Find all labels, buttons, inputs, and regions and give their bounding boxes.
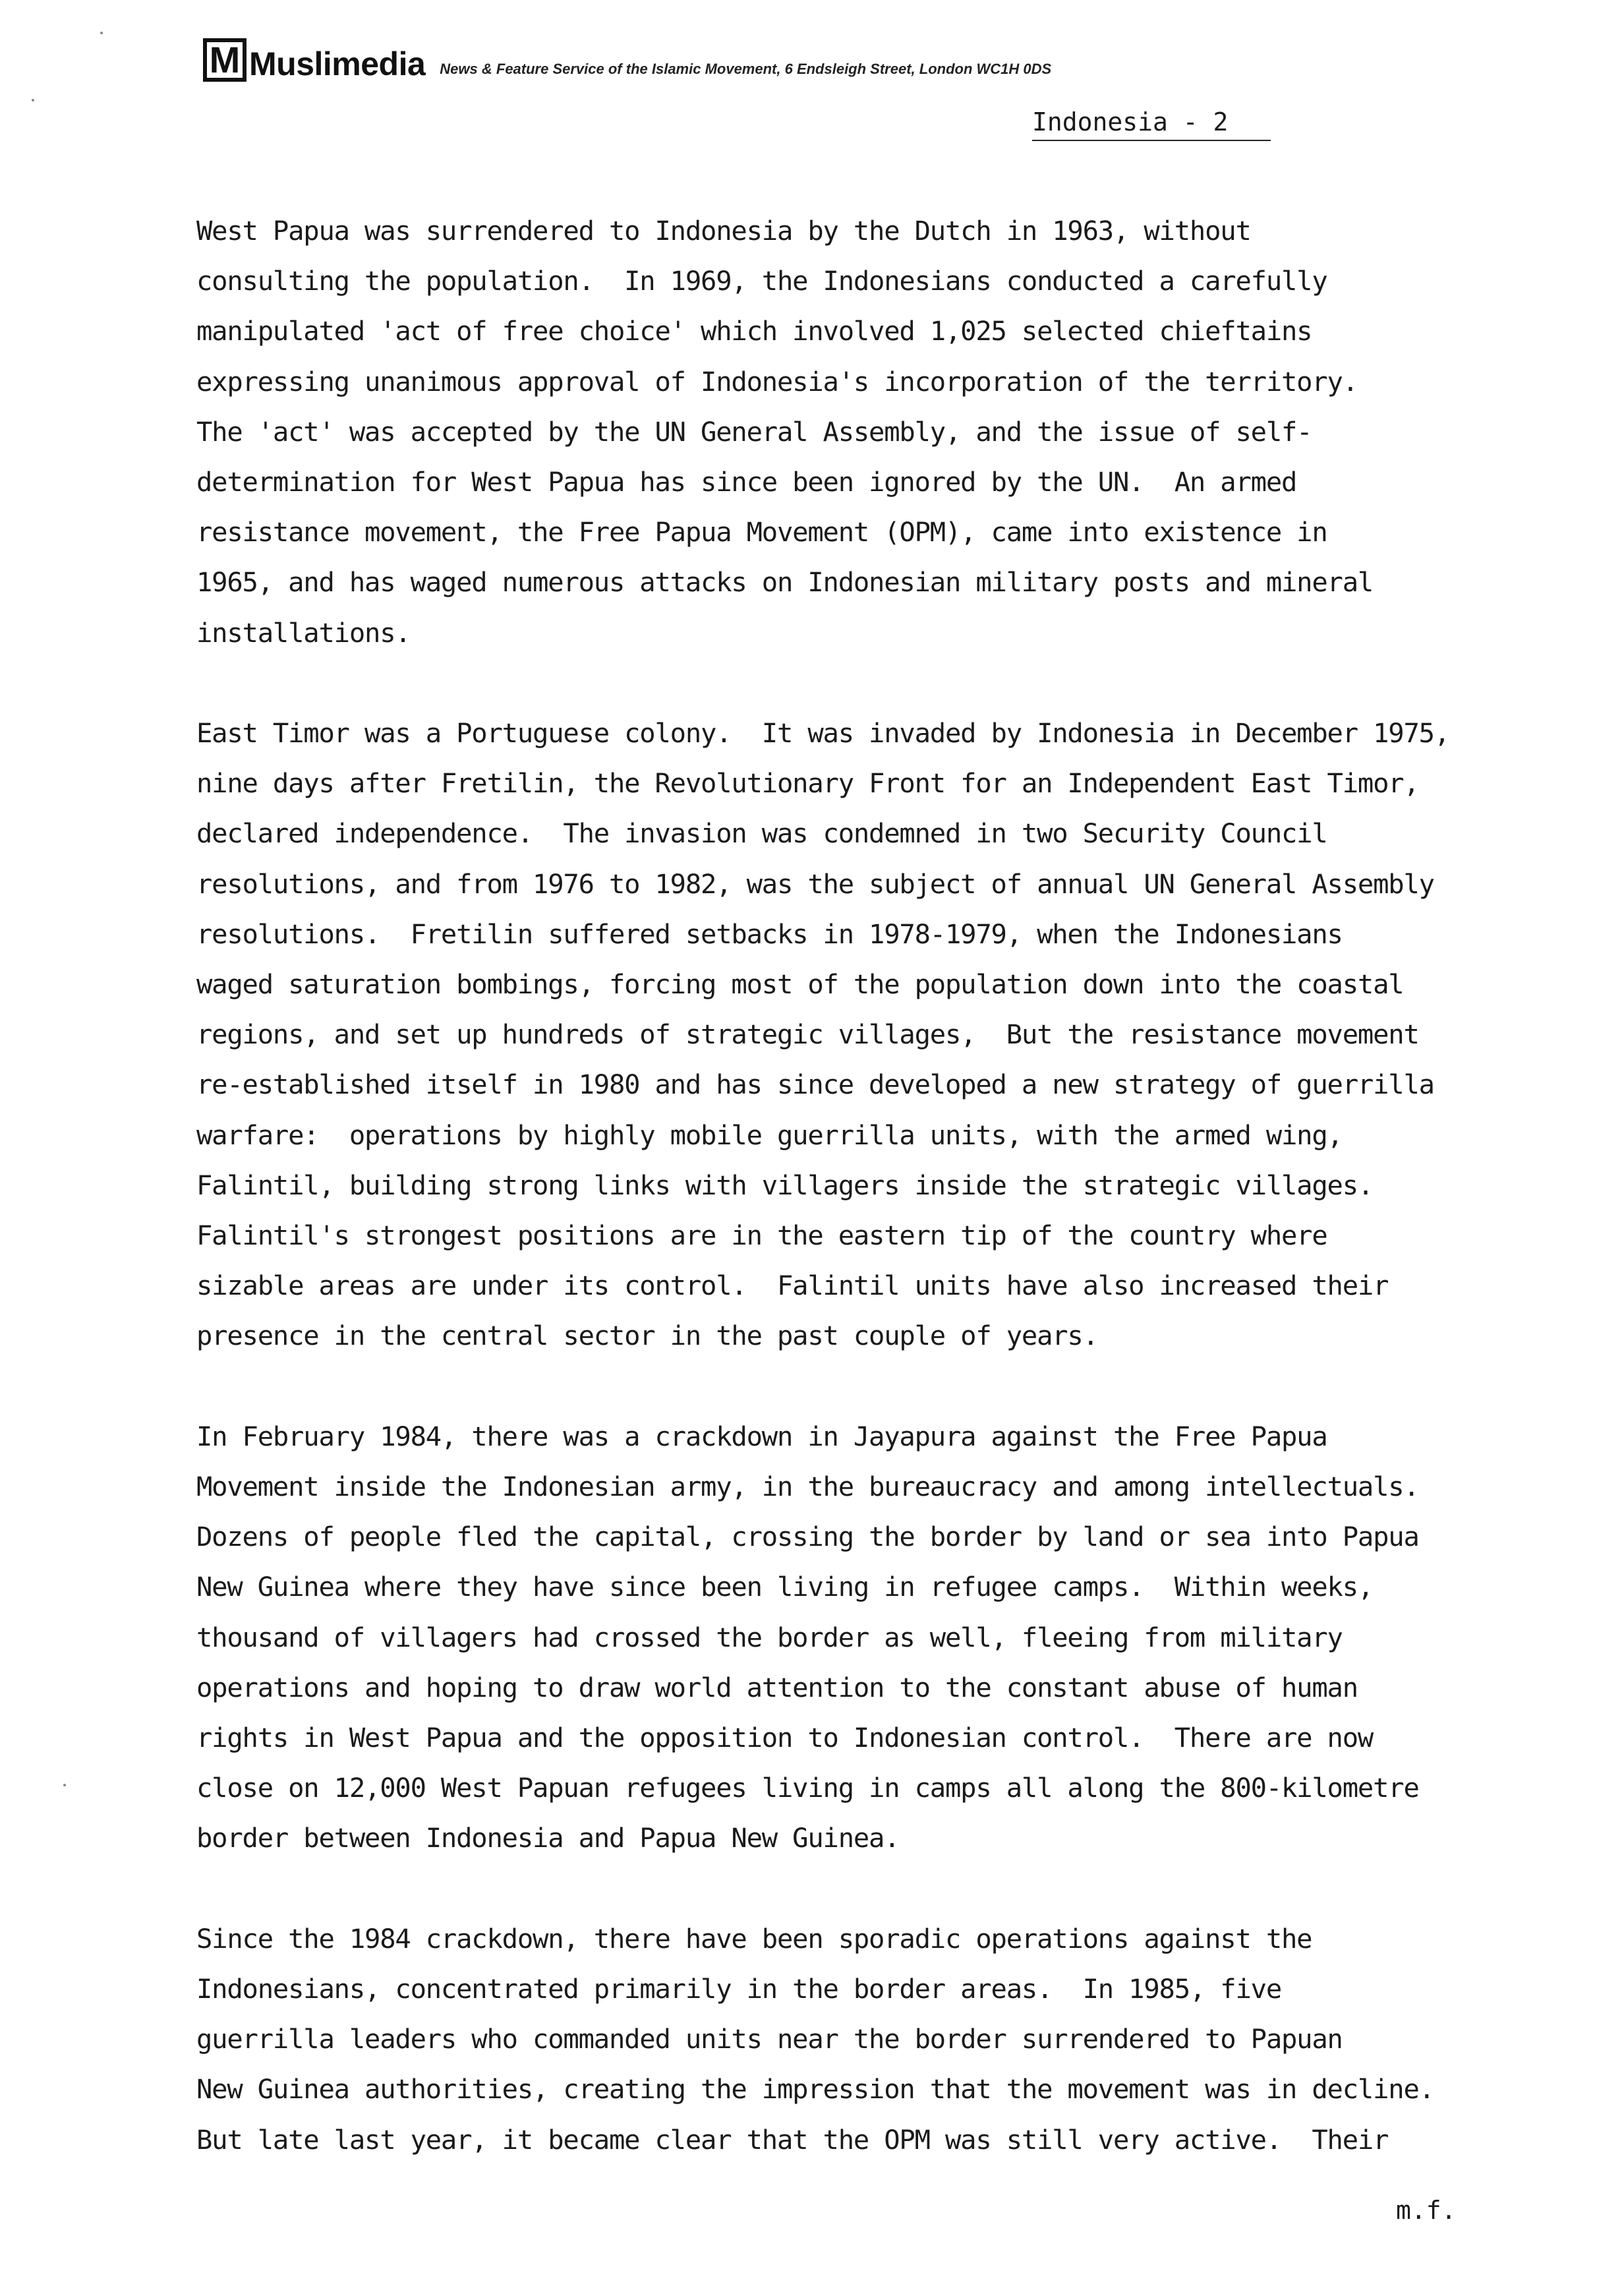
page-reference: Indonesia - 2	[1032, 107, 1229, 136]
text-line: border between Indonesia and Papua New Guinea.	[196, 1822, 900, 1854]
text-line: re-established itself in 1980 and has since developed a new strategy of guerrilla	[196, 1069, 1434, 1101]
text-line: New Guinea where they have since been living in refugee camps. Within weeks,	[196, 1571, 1374, 1603]
org-name: Muslimedia	[249, 45, 426, 82]
footer-more-follows-mark: m.f.	[1396, 2196, 1457, 2225]
text-line: 1965, and has waged numerous attacks on Indonesian military posts and mineral	[196, 566, 1374, 599]
text-line: warfare: operations by highly mobile guerrilla units, with the armed wing,	[196, 1119, 1343, 1151]
org-tagline: News & Feature Service of the Islamic Movement, 6 Endsleigh Street, London WC1H 0DS	[440, 61, 1052, 77]
text-line: consulting the population. In 1969, the Indonesians conducted a carefully	[196, 265, 1327, 297]
text-line: determination for West Papua has since been ignored by the UN. An armed	[196, 466, 1297, 498]
text-line: nine days after Fretilin, the Revolutionary Front for an Independent East Timor,	[196, 767, 1419, 800]
text-line: New Guinea authorities, creating the impression that the movement was in decline.	[196, 2073, 1434, 2105]
paragraph	[196, 1914, 1574, 2165]
text-line: manipulated 'act of free choice' which involved 1,025 selected chieftains	[196, 315, 1312, 347]
text-line: In February 1984, there was a crackdown in Jayapura against the Free Papua	[196, 1420, 1327, 1452]
text-line: thousand of villagers had crossed the border as well, fleeing from military	[196, 1621, 1343, 1653]
paragraph	[196, 206, 1574, 658]
text-line: expressing unanimous approval of Indonesia's incorporation of the territory.	[196, 365, 1358, 397]
text-line: Since the 1984 crackdown, there have been sporadic operations against the	[196, 1922, 1312, 1955]
muslimedia-logo-icon: M	[203, 38, 246, 82]
text-line: presence in the central sector in the past couple of years.	[196, 1320, 1098, 1352]
text-line: Falintil, building strong links with villagers inside the strategic villages.	[196, 1169, 1374, 1201]
text-line: declared independence. The invasion was condemned in two Security Council	[196, 817, 1327, 850]
text-line: operations and hoping to draw world attention to the constant abuse of human	[196, 1671, 1358, 1703]
text-line: resolutions, and from 1976 to 1982, was the subject of annual UN General Assembly	[196, 868, 1434, 900]
margin-speck	[63, 1784, 66, 1786]
text-line: resistance movement, the Free Papua Movement (OPM), came into existence in	[196, 516, 1327, 548]
article-body	[196, 206, 1574, 2215]
text-line: West Papua was surrendered to Indonesia by the Dutch in 1963, without	[196, 215, 1251, 247]
text-line: Movement inside the Indonesian army, in the bureaucracy and among intellectuals.	[196, 1471, 1419, 1503]
text-line: sizable areas are under its control. Falintil units have also increased their	[196, 1270, 1389, 1302]
paragraph	[196, 1411, 1574, 1864]
letterhead	[203, 34, 1051, 82]
text-line: guerrilla leaders who commanded units near the border surrendered to Papuan	[196, 2023, 1343, 2055]
text-line: rights in West Papua and the opposition to Indonesian control. There are now	[196, 1722, 1374, 1754]
margin-speck	[32, 99, 34, 102]
text-line: The 'act' was accepted by the UN General Assembly, and the issue of self-	[196, 415, 1312, 448]
text-line: Dozens of people fled the capital, crossing the border by land or sea into Papua	[196, 1521, 1419, 1553]
text-line: resolutions. Fretilin suffered setbacks in 1978-1979, when the Indonesians	[196, 918, 1343, 950]
margin-speck	[100, 32, 103, 34]
text-line: installations.	[196, 616, 411, 649]
text-line: regions, and set up hundreds of strategic villages, But the resistance movement	[196, 1018, 1419, 1051]
text-line: close on 12,000 West Papuan refugees living in camps all along the 800-kilometre	[196, 1772, 1419, 1804]
text-line: But late last year, it became clear that the OPM was still very active. Their	[196, 2123, 1389, 2156]
page-reference-underline	[1032, 140, 1271, 141]
paragraph	[196, 708, 1574, 1361]
text-line: waged saturation bombings, forcing most of the population down into the coastal	[196, 968, 1404, 1001]
text-line: Indonesians, concentrated primarily in the border areas. In 1985, five	[196, 1973, 1281, 2005]
text-line: East Timor was a Portuguese colony. It was invaded by Indonesia in December 1975,	[196, 717, 1450, 750]
text-line: Falintil's strongest positions are in the eastern tip of the country where	[196, 1220, 1327, 1252]
